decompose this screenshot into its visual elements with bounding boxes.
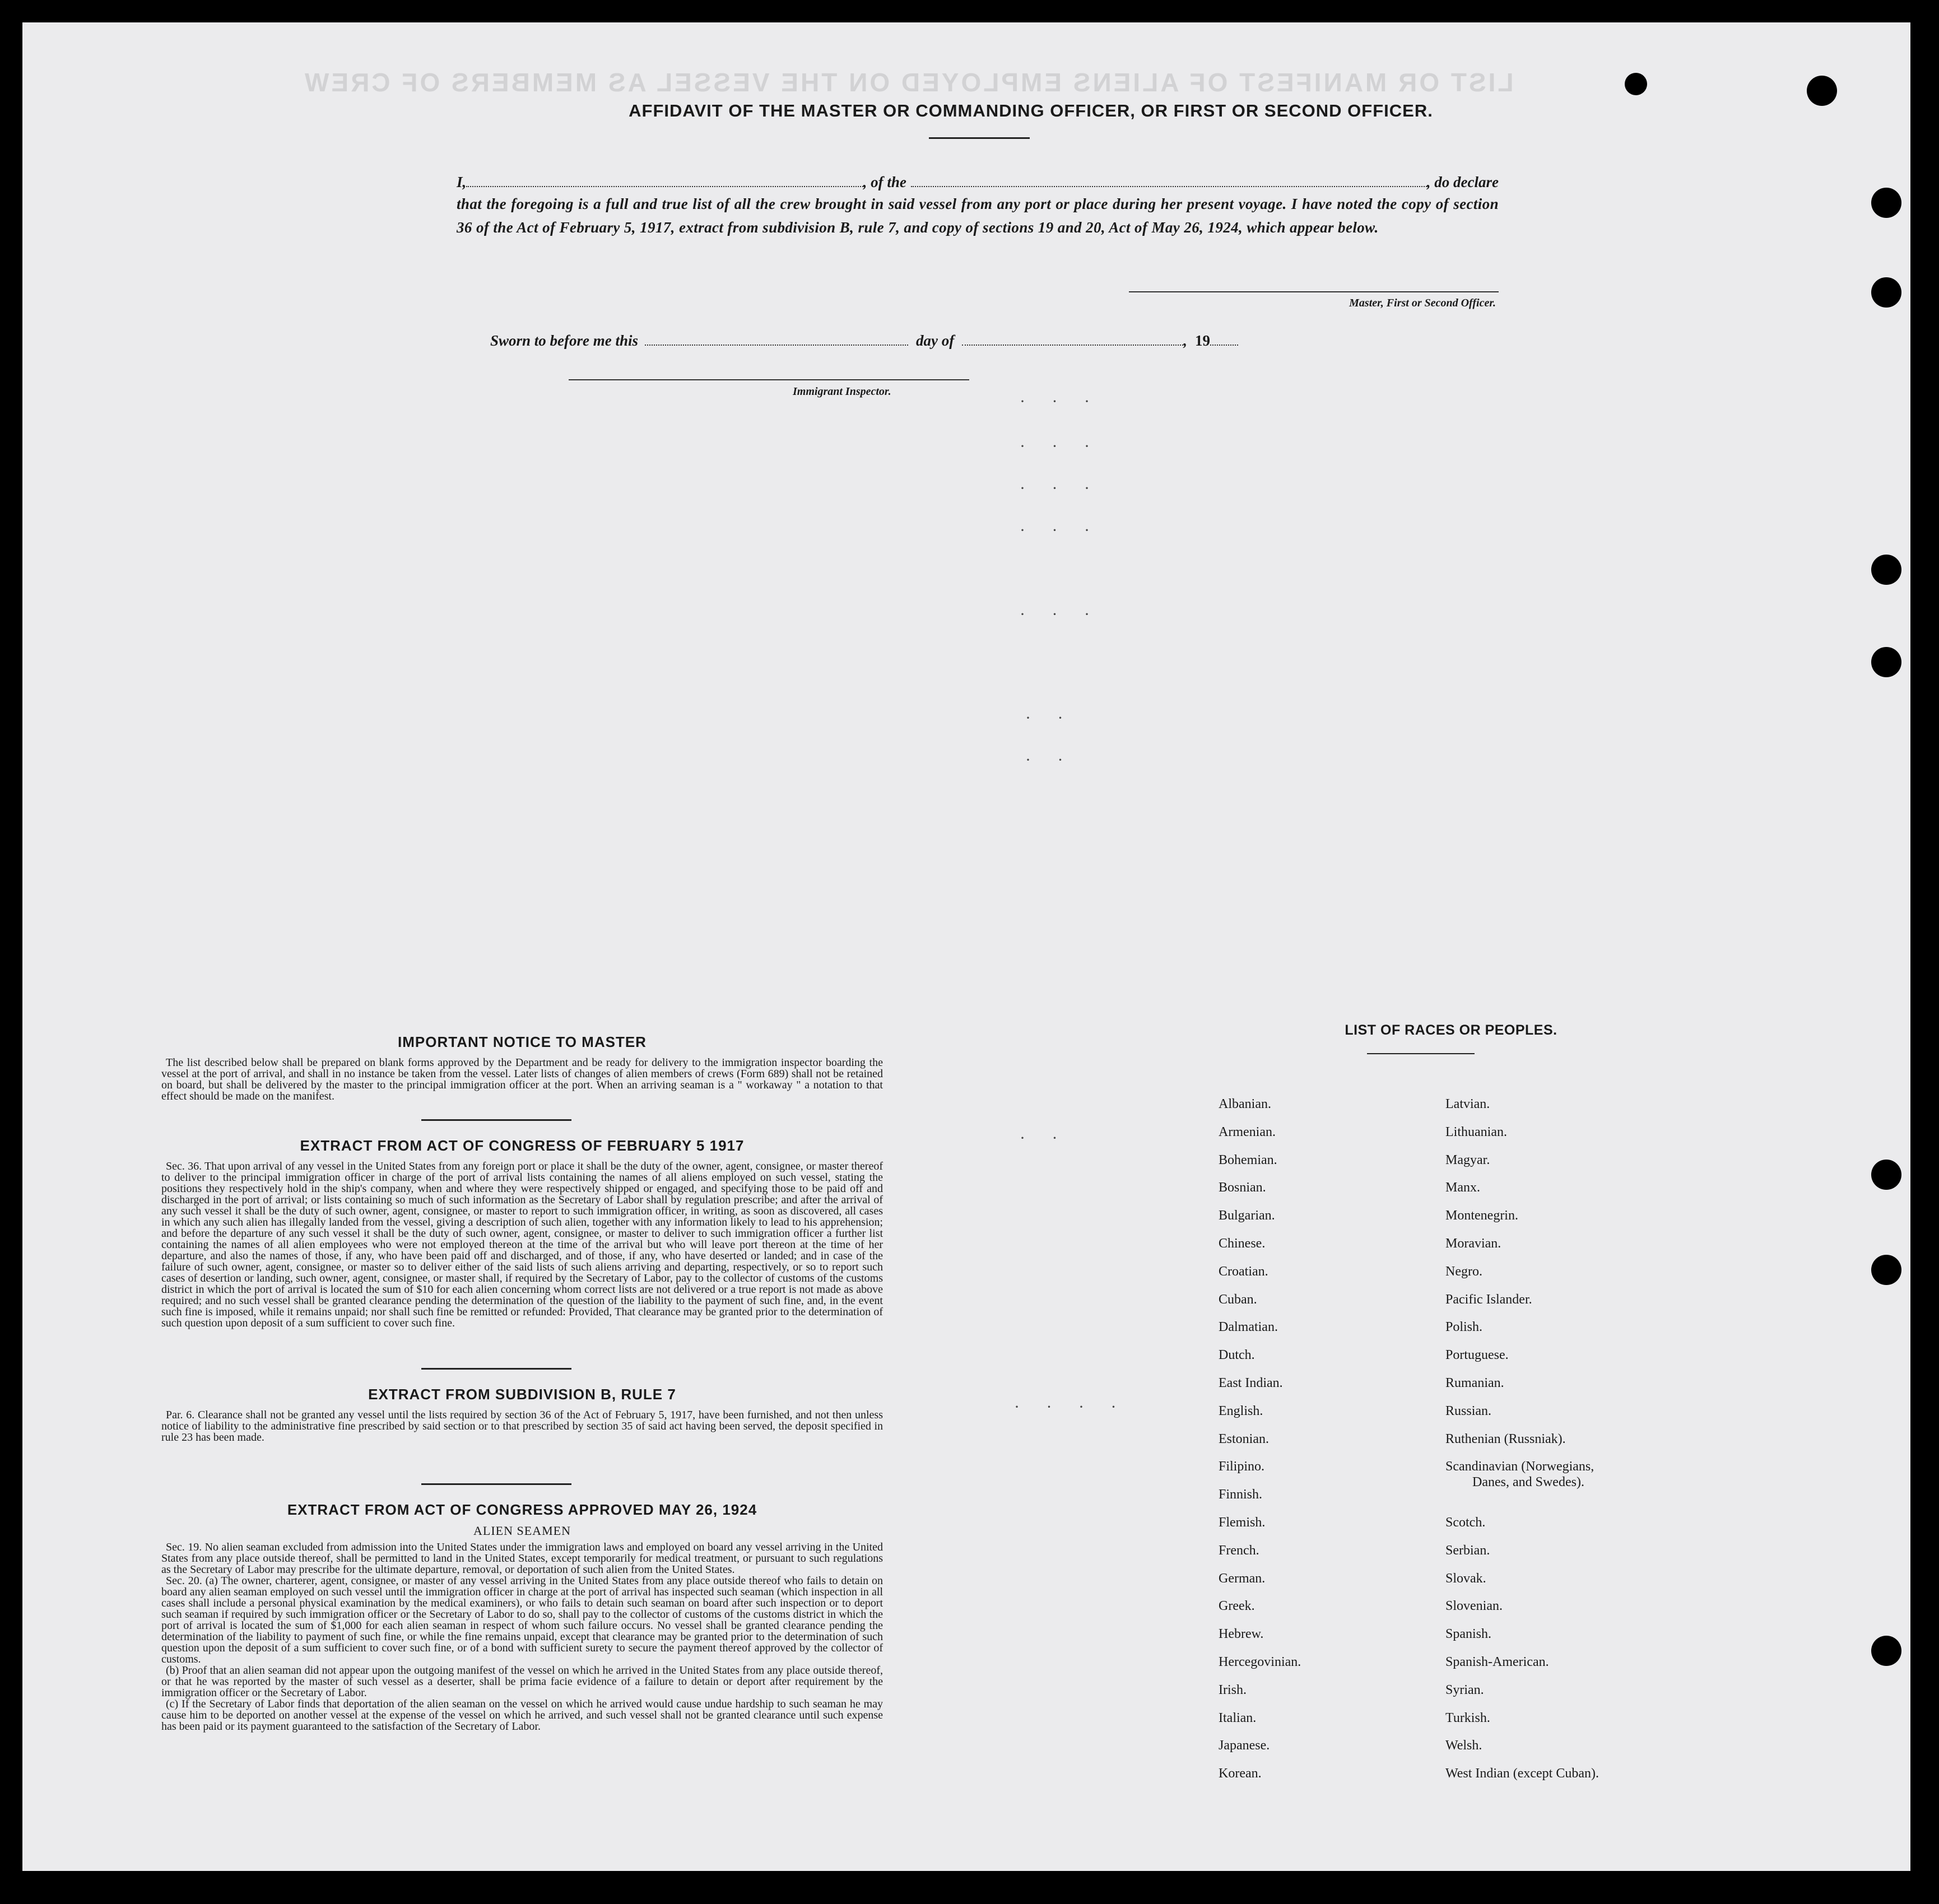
speck-marks: · ·	[1020, 1129, 1069, 1147]
race-item: Filipino.	[1219, 1459, 1265, 1474]
race-item: Danes, and Swedes).	[1472, 1475, 1584, 1490]
affidavit-i: I,	[457, 174, 467, 190]
speck-marks: · · · ·	[1014, 1398, 1128, 1416]
race-item: Magyar.	[1445, 1152, 1490, 1167]
race-item: Negro.	[1445, 1264, 1482, 1279]
race-item: West Indian (except Cuban).	[1445, 1766, 1599, 1781]
race-item: Korean.	[1219, 1766, 1262, 1781]
speck-marks: · · ·	[1020, 521, 1101, 539]
sworn-line: Sworn to before me this day of , 19	[490, 328, 1297, 350]
race-item: Chinese.	[1219, 1236, 1266, 1251]
race-item: Spanish-American.	[1445, 1654, 1549, 1669]
sworn-day-blank[interactable]	[645, 328, 908, 346]
affidavit-of-the: , of the	[863, 174, 906, 190]
race-item: Italian.	[1219, 1710, 1257, 1725]
race-item: Hercegovinian.	[1219, 1654, 1301, 1669]
race-item: Flemish.	[1219, 1515, 1266, 1530]
speck-marks: · ·	[1025, 709, 1075, 727]
race-item: Bosnian.	[1219, 1180, 1266, 1195]
affidavit-line-1	[457, 169, 1499, 191]
race-item: Rumanian.	[1445, 1375, 1504, 1390]
race-item: Irish.	[1219, 1682, 1247, 1697]
race-item: Lithuanian.	[1445, 1124, 1507, 1139]
affidavit-declare: , do declare	[1426, 174, 1499, 190]
master-signature-caption: Master, First or Second Officer.	[1349, 297, 1496, 309]
notice-text: The list described below shall be prepared on blank forms approved by the Department and be ready for delivery to the immigration inspector boarding the vessel at the port of arrival, and shall in no instance be taken from the vessel. Later lists of changes of alien members of crews (Form 689) shall not be retained on board, but shall be delivered by the master to the principal immigration officer at the port. When an arriving seaman is a " workaway " a notation to that effect should be made on the manifest.	[161, 1056, 883, 1102]
speck-marks: · · ·	[1020, 479, 1101, 497]
notice-divider	[421, 1119, 571, 1121]
punch-hole	[1871, 188, 1901, 218]
punch-hole	[1871, 555, 1901, 585]
race-item: Syrian.	[1445, 1682, 1484, 1697]
notice-title: IMPORTANT NOTICE TO MASTER	[398, 1034, 647, 1050]
race-item: Pacific Islander.	[1445, 1292, 1532, 1307]
race-item: Bohemian.	[1219, 1152, 1277, 1167]
race-item: Slovenian.	[1445, 1599, 1503, 1614]
race-item: Slovak.	[1445, 1571, 1486, 1586]
affidavit-title-rule	[929, 137, 1030, 139]
sec19-text: Sec. 19. No alien seaman excluded from admission into the United States under the immigration laws and employed on board any vessel arriving in the United States from any place outside thereof, shall be permitted to land in the United States, except temporarily for medical treatment, or pursuant to such regulations as the Secretary of Labor may prescribe for the ultimate departure, removal, or deportation of such alien from the United States.	[161, 1541, 883, 1576]
sec20b-text: (b) Proof that an alien seaman did not appear upon the outgoing manifest of the vessel on which he arrived in the United States from any place outside thereof, or that he was reported by the master of such vessel as a deserter, shall be prima facie evidence of a failure to detain or deport after requirement by the immigration officer or the Secretary of Labor.	[161, 1664, 883, 1699]
race-item: Latvian.	[1445, 1097, 1490, 1111]
sworn-month-blank[interactable]	[962, 328, 1183, 346]
race-item: Manx.	[1445, 1180, 1480, 1195]
punch-hole	[1871, 1636, 1901, 1666]
bleed-through-heading: LIST OR MANIFEST OF ALIENS EMPLOYED ON THE VESSEL AS MEMBERS OF CREW	[303, 68, 1514, 97]
race-item: German.	[1219, 1571, 1266, 1586]
races-left-column	[1219, 1091, 1431, 1788]
year-prefix: 19	[1195, 332, 1211, 349]
document-page	[22, 22, 1910, 1871]
punch-hole	[1807, 76, 1837, 106]
par6-text: Par. 6. Clearance shall not be granted any vessel until the lists required by section 36 of the Act of February 5, 1917, have been furnished, and not then unless notice of liability to the administrative fine prescribed by said section or to that prescribed by section 35 of said act having been served, the deposit specified in rule 23 has been made.	[161, 1409, 883, 1444]
name-blank[interactable]	[466, 169, 863, 187]
extract-1924-title: EXTRACT FROM ACT OF CONGRESS APPROVED MAY 26, 1924	[287, 1501, 757, 1518]
race-item: Polish.	[1445, 1320, 1483, 1335]
alien-seamen-subtitle: ALIEN SEAMEN	[473, 1524, 571, 1538]
race-item: English.	[1219, 1403, 1263, 1418]
extract-1917-divider	[421, 1368, 571, 1370]
rule7-body	[161, 1409, 883, 1443]
punch-hole	[1871, 1255, 1901, 1285]
affidavit-title: AFFIDAVIT OF THE MASTER OR COMMANDING OFFICER, OR FIRST OR SECOND OFFICER.	[629, 101, 1433, 120]
extract-1917-title: EXTRACT FROM ACT OF CONGRESS OF FEBRUARY 5 1917	[300, 1137, 745, 1154]
race-item: Montenegrin.	[1445, 1208, 1518, 1223]
sworn-year-blank[interactable]	[1210, 328, 1238, 346]
races-title: LIST OF RACES OR PEOPLES.	[1345, 1022, 1557, 1038]
speck-marks: · ·	[1025, 751, 1075, 769]
race-item: Portuguese.	[1445, 1348, 1509, 1363]
extract-1917-body	[161, 1161, 883, 1329]
race-item: Serbian.	[1445, 1543, 1490, 1558]
inspector-signature-line[interactable]	[569, 379, 969, 380]
sworn-label: Sworn to before me this	[490, 332, 639, 349]
race-item: Scotch.	[1445, 1515, 1486, 1530]
race-item: Moravian.	[1445, 1236, 1501, 1251]
rule7-divider	[421, 1483, 571, 1485]
rule7-title: EXTRACT FROM SUBDIVISION B, RULE 7	[368, 1386, 676, 1403]
race-item: Finnish.	[1219, 1487, 1263, 1502]
race-item: Croatian.	[1219, 1264, 1268, 1279]
punch-hole	[1871, 277, 1901, 308]
race-item: Ruthenian (Russniak).	[1445, 1431, 1566, 1446]
race-item: Hebrew.	[1219, 1627, 1264, 1642]
notice-body	[161, 1057, 883, 1102]
speck-marks: · · ·	[1020, 392, 1101, 411]
race-item: Japanese.	[1219, 1738, 1270, 1753]
speck-marks: · · ·	[1020, 437, 1101, 455]
race-item: French.	[1219, 1543, 1259, 1558]
race-item: Scandinavian (Norwegians,	[1445, 1459, 1594, 1474]
race-item: Armenian.	[1219, 1124, 1276, 1139]
race-item: East Indian.	[1219, 1375, 1283, 1390]
vessel-blank[interactable]	[911, 169, 1427, 187]
race-item: Dalmatian.	[1219, 1320, 1278, 1335]
race-item: Estonian.	[1219, 1431, 1269, 1446]
section-36-text: Sec. 36. That upon arrival of any vessel in the United States from any foreign port or place it shall be the duty of the owner, agent, consignee, or master thereof to deliver to the principal immigration officer in charge of the port of arrival lists containing the names of all aliens employed on such vessel, stating the positions they respectively hold in the ship's company, when and where they were respectively shipped or engaged, and specifying those to be paid off and discharged in the port of arrival; or lists containing so much of such information as the Secretary of Labor shall by regulation prescribe; and after the arrival of any such vessel it shall be the duty of such owner, agent, consignee, or master to report to such immigration officer, in writing, as soon as discovered, all cases in which any such alien has illegally landed from the vessel, giving a description of such alien, together with any information likely to lead to his apprehension; and before the departure of any such vessel it shall be the duty of such owner, agent, consignee, or master to deliver to such immigration officer a further list containing the names of all alien employees who were not employed thereon at the time of the arrival but who will leave port thereon at the time of her departure, and also the names of those, if any, who have been paid off and discharged, and of those, if any, who have deserted or landed; and in case of the failure of such owner, agent, consignee, or master so to deliver either of the said lists of such aliens arriving and departing, respectively, or so to report such cases of desertion or landing, such owner, agent, consignee, or master shall, if required by the Secretary of Labor, pay to the collector of customs of the customs district in which the port of arrival is located the sum of $10 for each alien concerning whom correct lists are not delivered or a true report is not made as above required; and no such vessel shall be granted clearance pending the determination of the question of the liability to the payment of such fine, and, in the event such fine is imposed, while it remains unpaid; nor shall such fine be remitted or refunded: Provided, That clearance may be granted prior to the determination of such question upon deposit of a sum sufficient to cover such fine.	[161, 1160, 883, 1329]
race-item: Bulgarian.	[1219, 1208, 1275, 1223]
affidavit-paragraph: that the foregoing is a full and true list of all the crew brought in said vessel from any port or place during her present voyage. I have noted the copy of section 36 of the Act of February 5, 1917, extract from subdivision B, rule 7, and copy of sections 19 and 20, Act of May 26, 1924, which appear below.	[457, 195, 1499, 236]
sec20c-text: (c) If the Secretary of Labor finds that deportation of the alien seaman on the vessel on which he arrived would cause undue hardship to such seaman he may cause him to be deported on another vessel at the expense of the vessel on which he arrived, and such vessel shall not be granted clearance until such expense has been paid or its payment guaranteed to the satisfaction of the Secretary of Labor.	[161, 1698, 883, 1733]
race-item: Dutch.	[1219, 1348, 1255, 1363]
speck-marks: · · ·	[1020, 605, 1101, 623]
extract-1924-body	[161, 1542, 883, 1732]
day-of-label: day of	[916, 332, 955, 349]
punch-hole	[1625, 73, 1647, 95]
race-item: Spanish.	[1445, 1627, 1492, 1642]
punch-hole	[1871, 647, 1901, 677]
race-item: Turkish.	[1445, 1710, 1490, 1725]
race-item: Albanian.	[1219, 1097, 1271, 1111]
master-signature-line[interactable]	[1129, 291, 1499, 292]
sec20a-text: Sec. 20. (a) The owner, charterer, agent, consignee, or master of any vessel arriving in the United States from any place outside thereof who fails to detain on board any alien seaman employed on such vessel until the immigration officer in charge at the port of arrival has inspected such seaman (which inspection in all cases shall include a personal physical examination by the medical examiners), or who fails to detain such seaman on board after such inspection or to deport such seaman if required by such immigration officer or the Secretary of Labor to do so, shall pay to the collector of customs of the customs district in which the port of arrival is located the sum of $1,000 for each alien seaman in respect of whom such failure occurs. No vessel shall be granted clearance pending the determination of the liability to payment of such fine, or while the fine remains unpaid, except that clearance may be granted prior to the determination of such question upon the deposit of a sum sufficient to cover such fine, or of a bond with sufficient surety to secure the payment thereof approved by the collector of customs.	[161, 1575, 883, 1665]
race-item: Russian.	[1445, 1403, 1492, 1418]
inspector-caption: Immigrant Inspector.	[793, 385, 891, 398]
race-item: Greek.	[1219, 1599, 1255, 1614]
races-title-rule	[1367, 1053, 1475, 1054]
race-item: Welsh.	[1445, 1738, 1482, 1753]
race-item: Cuban.	[1219, 1292, 1257, 1307]
races-right-column	[1445, 1091, 1759, 1788]
punch-hole	[1871, 1160, 1901, 1190]
